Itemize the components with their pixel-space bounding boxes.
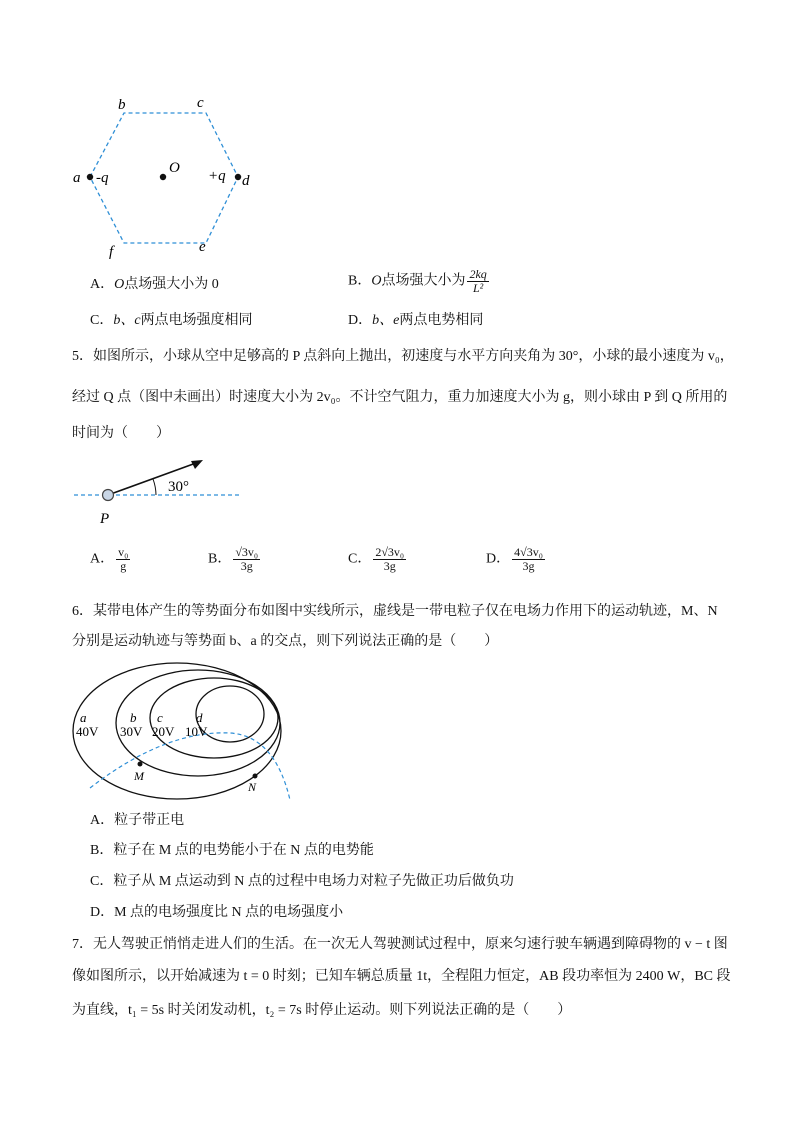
numerator: 4√3v₀	[514, 545, 543, 559]
angle-arc	[153, 479, 156, 495]
surface-c-volt: 20V	[152, 724, 175, 739]
equipotential-figure	[70, 660, 295, 802]
point-n-label: N	[248, 780, 257, 794]
label-f: f	[109, 244, 114, 260]
surface-a-volt: 40V	[76, 724, 99, 739]
projectile-figure	[70, 452, 250, 527]
label-a: a	[73, 170, 81, 186]
particle-trajectory	[90, 733, 290, 800]
denominator: 3g	[373, 559, 406, 573]
option-text: 点场强大小为	[381, 273, 466, 289]
surface-a	[73, 663, 281, 799]
option-text: 两点电势相同	[399, 313, 484, 328]
label-e: e	[199, 239, 206, 255]
label-c: c	[197, 95, 204, 111]
ball-p	[103, 490, 114, 501]
option-label: A．	[90, 277, 115, 292]
charge-d-dot	[235, 174, 241, 180]
q6-option-a[interactable]: A．粒子带正电	[90, 813, 185, 828]
q6-option-c[interactable]: C．粒子从 M 点运动到 N 点的过程中电场力对粒子先做正功后做负功	[90, 874, 514, 889]
q5-option-d[interactable]	[486, 546, 545, 573]
points-bc: b、c	[113, 313, 141, 328]
q5-option-a[interactable]	[90, 546, 130, 573]
q4-option-d[interactable]	[348, 312, 483, 330]
angle-label: 30°	[168, 479, 189, 495]
point-m-dot	[138, 762, 143, 767]
q7-stem-line1: 7．无人驾驶正悄悄走进人们的生活。在一次无人驾驶测试过程中，原来匀速行驶车辆遇到障碍物的 v − t 图	[72, 937, 728, 952]
option-label: A．	[90, 551, 115, 567]
q5-stem-line3: 时间为（ ）	[72, 426, 170, 441]
label-d: d	[242, 173, 250, 189]
denominator: L²	[467, 281, 488, 295]
q5-option-c[interactable]	[348, 546, 406, 573]
label-o: O	[169, 160, 180, 176]
label-pos-q: +q	[208, 168, 226, 184]
q5-options	[90, 542, 610, 582]
fraction	[512, 546, 545, 573]
option-label: D．	[486, 551, 511, 567]
option-text: 点场强大小为 0	[124, 277, 219, 292]
denominator: g	[116, 559, 130, 573]
point-p-label: P	[100, 511, 110, 527]
numerator: 2√3v₀	[375, 545, 405, 559]
option-label: C．	[90, 313, 114, 328]
q5-stem-line2: 经过 Q 点（图中未画出）时速度大小为 2v₀。不计空气阻力，重力加速度大小为 g，则小球由 P 到 Q 所用的	[72, 390, 728, 405]
option-label: B．	[348, 273, 372, 289]
q6-stem-line1: 6．某带电体产生的等势面分布如图中实线所示，虚线是一带电粒子仅在电场力作用下的运动轨迹，M、N	[72, 604, 718, 619]
surface-b-name: b	[130, 710, 137, 725]
q5-option-b[interactable]	[208, 546, 260, 573]
fraction	[373, 546, 406, 573]
numerator: 2kq	[469, 267, 487, 281]
surface-d-name: d	[196, 710, 203, 725]
q6-option-d[interactable]: D．M 点的电场强度比 N 点的电场强度小	[90, 905, 344, 920]
points-be: b、e	[372, 313, 400, 328]
fraction	[116, 546, 130, 573]
option-text: 两点电场强度相同	[140, 313, 253, 328]
numerator: v₀	[118, 545, 129, 559]
q5-stem-line1: 5．如图所示，小球从空中足够高的 P 点斜向上抛出，初速度与水平方向夹角为 30°，小球的最小速度为 v₀，	[72, 349, 734, 364]
q4-option-c[interactable]	[90, 312, 253, 330]
q7-stem-line3: 为直线，t₁ = 5s 时关闭发动机，t₂ = 7s 时停止运动。则下列说法正确的是（ ）	[72, 1003, 572, 1018]
q7-stem-line2: 像如图所示，以开始减速为 t = 0 时刻；已知车辆总质量 1t，全程阻力恒定，AB 段功率恒为 2400 W，BC 段	[72, 969, 731, 984]
fraction	[467, 268, 488, 295]
surface-d-volt: 10V	[185, 724, 208, 739]
velocity-arrow-head	[191, 460, 203, 469]
numerator: √3v₀	[235, 545, 259, 559]
point-n-dot	[253, 774, 258, 779]
label-neg-q: -q	[96, 170, 109, 186]
label-b: b	[118, 97, 126, 113]
option-label: D．	[348, 313, 373, 328]
q4-option-b[interactable]	[348, 268, 489, 295]
center-o-dot	[160, 174, 166, 180]
q6-option-b[interactable]: B．粒子在 M 点的电势能小于在 N 点的电势能	[90, 843, 374, 858]
surface-b-volt: 30V	[120, 724, 143, 739]
q6-stem-line2: 分别是运动轨迹与等势面 b、a 的交点，则下列说法正确的是（ ）	[72, 634, 499, 649]
option-label: C．	[348, 551, 372, 567]
option-label: B．	[208, 551, 232, 567]
point-o: O	[114, 277, 125, 292]
fraction	[233, 546, 260, 573]
denominator: 3g	[512, 559, 545, 573]
surface-c	[150, 678, 278, 758]
hexagon-figure	[60, 90, 280, 270]
q4-option-a[interactable]	[90, 276, 219, 294]
denominator: 3g	[233, 559, 260, 573]
point-o: O	[371, 273, 382, 289]
surface-a-name: a	[80, 710, 87, 725]
point-m-label: M	[134, 769, 144, 783]
charge-a-dot	[87, 174, 93, 180]
surface-c-name: c	[157, 710, 163, 725]
